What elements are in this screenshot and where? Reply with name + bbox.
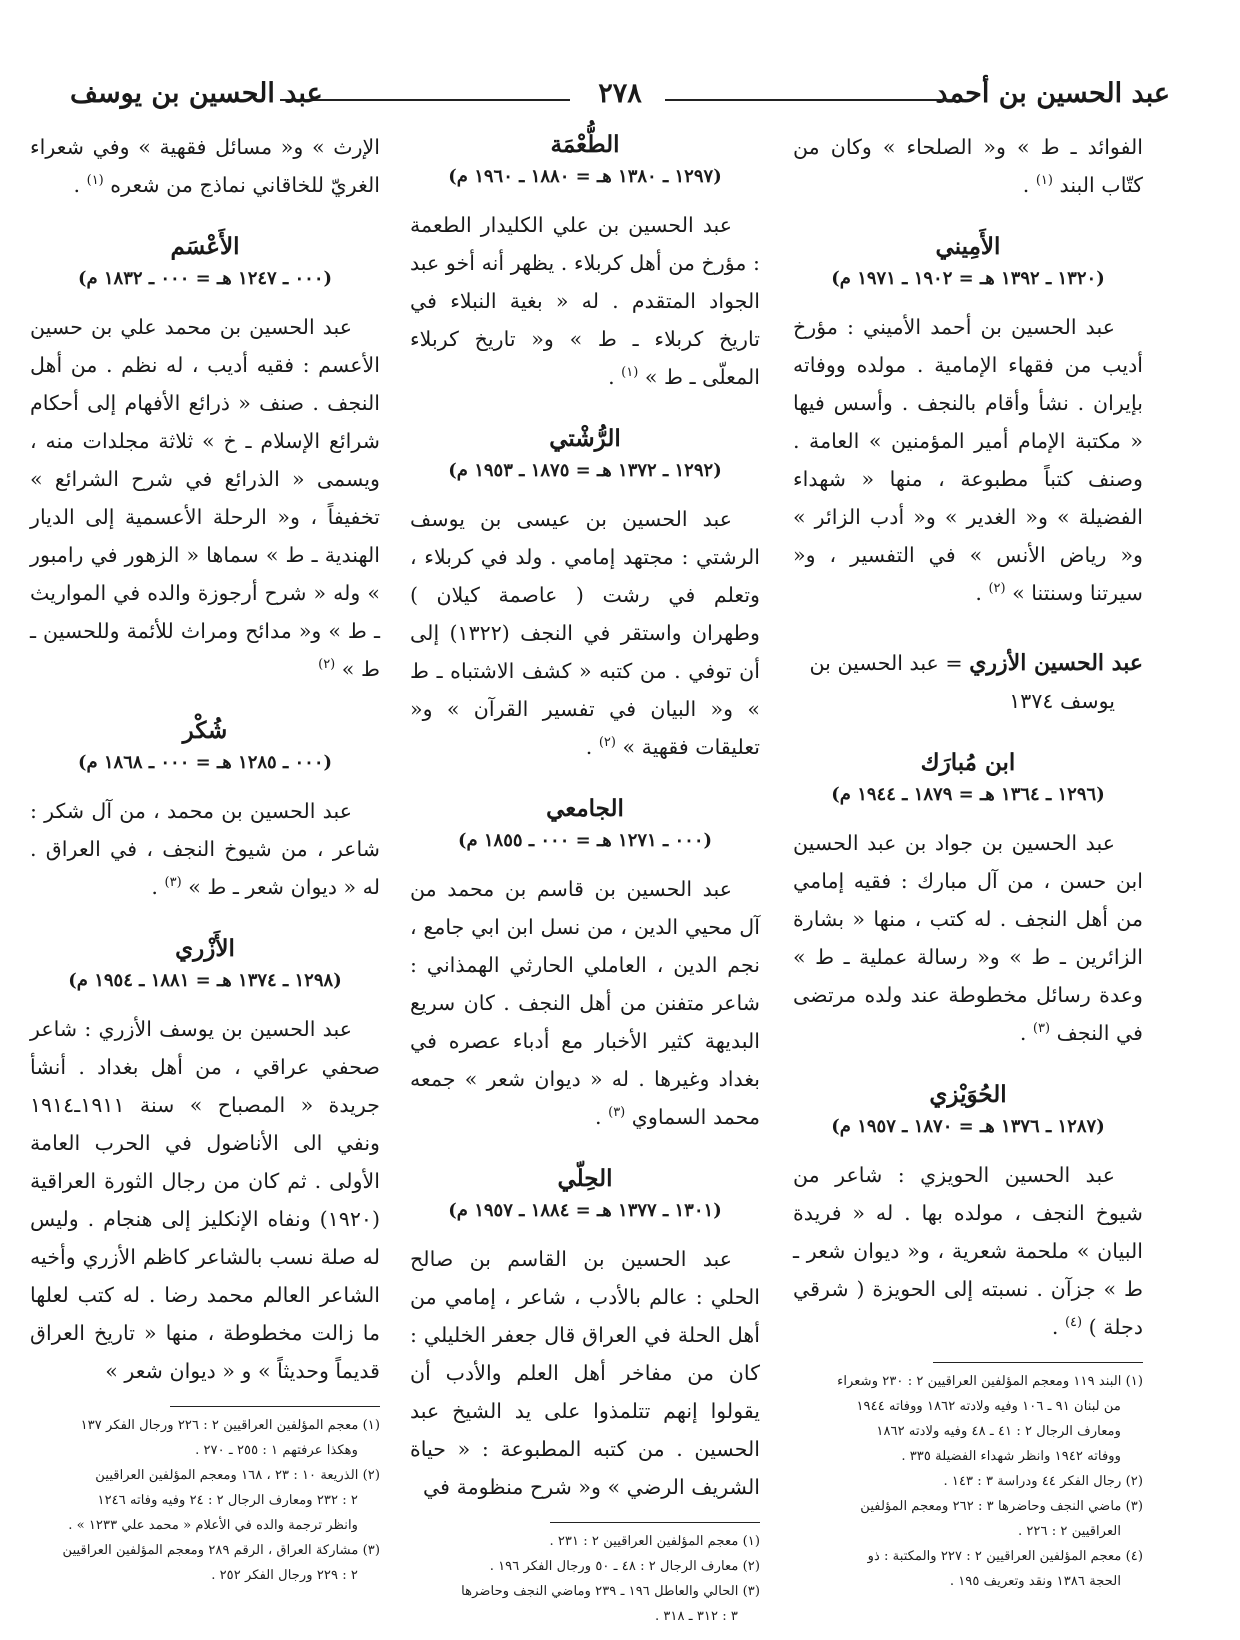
entry-dates: (١٢٩٦ ـ ١٣٦٤ هـ = ١٨٧٩ ـ ١٩٤٤ م) — [831, 784, 1105, 805]
cross-reference — [793, 644, 1143, 720]
footnote: (٤) معجم المؤلفين العراقيين ٢ : ٢٢٧ والمكتبة : ذو الحجة ١٣٨٦ ونقد وتعريف ١٩٥ . — [867, 1549, 1143, 1589]
entry-title: الرُّشْتي — [549, 425, 621, 452]
entry-dates: (١٣٢٠ ـ ١٣٩٢ هـ = ١٩٠٢ ـ ١٩٧١ م) — [831, 268, 1105, 289]
entry-title: الأَزْري — [175, 935, 235, 962]
footnote-ref: (١) — [86, 173, 104, 189]
entry-dates: (١٢٨٧ ـ ١٣٧٦ هـ = ١٨٧٠ ـ ١٩٥٧ م) — [831, 1116, 1105, 1137]
footnotes — [793, 1369, 1143, 1594]
running-title-right: عبد الحسين بن أحمد — [935, 78, 1170, 109]
xref-target: = عبد الحسين بن — [809, 651, 963, 675]
footnote-ref: (٣) — [164, 875, 182, 891]
footnote-ref: (١) — [621, 365, 639, 381]
footnote: (٢) معارف الرجال ٢ : ٤٨ ـ ٥٠ ورجال الفكر ١٩٦ . — [489, 1559, 760, 1574]
footnote: (٢) رجال الفكر ٤٤ ودراسة ٣ : ١٤٣ . — [943, 1474, 1143, 1489]
footnote: (٣) الحالي والعاطل ١٩٦ ـ ٢٣٩ وماضي النجف وحاضرها ٣ : ٣١٢ ـ ٣١٨ . — [461, 1584, 760, 1624]
footnote-ref: (٤) — [1064, 1315, 1083, 1331]
entry-text: عبد الحسين بن قاسم بن محمد من آل محيي الدين ، من نسل ابن ابي جامع ، نجم الدين ، العاملي الحارثي الهمذاني : شاعر متفنن من أهل النجف . كان سريع البديهة كثير الأخبار مع أدباء عصره في بغداد وغيرها . له « ديوان شعر » جمعه محمد السماوي $^{(٣)}$ . — [410, 877, 760, 1129]
biography-entry — [793, 1078, 1143, 1346]
xref-name: عبد الحسين الأزري — [969, 650, 1143, 676]
footnotes — [410, 1529, 760, 1629]
entry-title: ابن مُبارَك — [920, 749, 1016, 776]
entry-text: عبد الحسين بن علي الكليدار الطعمة : مؤرخ من أهل كربلاء . يظهر أنه أخو عبد الجواد المتقدم . له « بغية النبلاء في تاريخ كربلاء ـ ط » و« تاريخ كربلاء المعلّى ـ ط » $^{(١)}$ . — [410, 213, 760, 389]
continued-text: الفوائد ـ ط » و« الصلحاء » وكان من كتّاب البند $^{(١)}$ . — [793, 135, 1143, 197]
entry-text: عبد الحسين بن يوسف الأزري : شاعر صحفي عراقي ، من أهل بغداد . أنشأ جريدة « المصباح » سنة ١٩١١ـ١٩١٤ ونفي الى الأناضول في الحرب العامة الأولى . ثم كان من رجال الثورة العراقية (١٩٢٠) ونفاه الإنكليز إلى هنجام . وليس له صلة نسب بالشاعر كاظم الأزري وأخيه الشاعر العالم محمد رضا . له كتب لعلها ما زالت مخطوطة ، منها « تاريخ العراق قديماً وحديثاً » و « ديوان شعر » — [30, 1017, 380, 1383]
footnote-ref: (٣) — [1032, 1021, 1051, 1037]
biography-entry — [793, 230, 1143, 612]
biography-entry — [410, 792, 760, 1136]
footnote-ref: (١) — [1035, 173, 1053, 189]
entry-dates: (٠٠٠ ـ ١٢٤٧ هـ = ٠٠٠ ـ ١٨٣٢ م) — [77, 268, 333, 289]
biography-entry — [30, 230, 380, 688]
footnote-ref: (٢) — [988, 581, 1006, 597]
entry-text: عبد الحسين بن أحمد الأميني : مؤرخ أديب من فقهاء الإمامية . مولده ووفاته بإيران . نشأ وأقام بالنجف . وأسس فيها « مكتبة الإمام أمير المؤمنين » العامة . وصنف كتباً مطبوعة ، منها « شهداء الفضيلة » و« الغدير » و« أدب الزائر » و« رياض الأنس » في التفسير ، و« سيرتنا وسنتنا » $^{(٢)}$ . — [793, 315, 1143, 605]
entry-text: عبد الحسين الحويزي : شاعر من شيوخ النجف ، مولده بها . له « فريدة البيان » ملحمة شعرية ، و« ديوان شعر ـ ط » جزآن . نسبته إلى الحويزة ( شرقي دجلة ) $^{(٤)}$ . — [793, 1163, 1143, 1339]
biography-entry — [410, 422, 760, 766]
biography-entry — [410, 1162, 760, 1506]
page-header — [70, 72, 1170, 122]
running-title-left: عبد الحسين بن يوسف — [70, 78, 323, 109]
footnote: (١) معجم المؤلفين العراقيين ٢ : ٢٣١ . — [549, 1534, 760, 1549]
entry-dates: (٠٠٠ ـ ١٢٨٥ هـ = ٠٠٠ ـ ١٨٦٨ م) — [77, 752, 333, 773]
entry-title: الحِلّي — [557, 1165, 613, 1192]
biography-entry — [793, 746, 1143, 1052]
header-rule-right — [665, 99, 955, 101]
entry-title: الطُّعْمَة — [550, 131, 620, 158]
footnote-rule — [170, 1406, 380, 1407]
entry-title: الأَمِيني — [935, 233, 1001, 260]
footnote-ref: (٢) — [598, 735, 616, 751]
footnote-ref: (٣) — [608, 1105, 626, 1121]
entry-title: الجامعي — [546, 795, 624, 822]
entry-dates: (٠٠٠ ـ ١٢٧١ هـ = ٠٠٠ ـ ١٨٥٥ م) — [457, 830, 713, 851]
entry-text: عبد الحسين بن محمد علي بن حسين الأعسم : فقيه أديب ، له نظم . من أهل النجف . صنف « ذرائع الأفهام إلى أحكام شرائع الإسلام ـ خ » ثلاثة مجلدات منه ، ويسمى « الذرائع في شرح الشرائع » تخفيفاً ، و« الرحلة الأعسمية إلى الديار الهندية ـ ط » سماها « الزهور في رامبور » وله « شرح أرجوزة والده في المواريث ـ ط » و« مدائح ومراث للأئمة وللحسين ـ ط » $^{(٢)}$ — [30, 315, 380, 681]
footnote: (١) البند ١١٩ ومعجم المؤلفين العراقيين ٢ : ٢٣٠ وشعراء من لبنان ٩١ ـ ١٠٦ وفيه ولادته ١٨٦٢ ووفاته ١٩٤٤ ومعارف الرجال ٢ : ٤١ ـ ٤٨ وفيه ولادته ١٨٦٢ ووفاته ١٩٤٢ وانظر شهداء الفضيلة ٣٣٥ . — [837, 1374, 1143, 1464]
footnote-ref: (٢) — [318, 657, 336, 673]
page-number: ٢٧٨ — [598, 78, 642, 109]
entry-dates: (١٢٩٢ ـ ١٣٧٢ هـ = ١٨٧٥ ـ ١٩٥٣ م) — [448, 460, 722, 481]
footnotes — [30, 1413, 380, 1588]
entry-dates: (١٣٠١ ـ ١٣٧٧ هـ = ١٨٨٤ ـ ١٩٥٧ م) — [448, 1200, 722, 1221]
entry-title: الأَعْسَم — [170, 233, 240, 260]
entry-text: عبد الحسين بن عيسى بن يوسف الرشتي : مجتهد إمامي . ولد في كربلاء ، وتعلم في رشت ( عاصمة كيلان ) وطهران واستقر في النجف (١٣٢٢) إلى أن توفي . من كتبه « كشف الاشتباه ـ ط » و« البيان في تفسير القرآن » و« تعليقات فقهية » $^{(٢)}$ . — [410, 507, 760, 759]
column-left — [30, 128, 380, 1588]
entry-text: عبد الحسين بن القاسم بن صالح الحلي : عالم بالأدب ، شاعر ، إمامي من أهل الحلة في العراق قال جعفر الخليلي : كان من مفاخر أهل العلم والأدب أن يقولوا إنهم تتلمذوا على يد الشيخ عبد الحسين . من كتبه المطبوعة : « حياة الشريف الرضي » و« شرح منظومة في — [410, 1247, 760, 1499]
footnote-rule — [550, 1522, 760, 1523]
footnote: (١) معجم المؤلفين العراقيين ٢ : ٢٢٦ ورجال الفكر ١٣٧ وهكذا عرفتهم ١ : ٢٥٥ ـ ٢٧٠ . — [80, 1418, 380, 1458]
footnote-rule — [933, 1362, 1143, 1363]
biography-entry — [410, 128, 760, 396]
biography-entry — [30, 714, 380, 906]
entry-text: عبد الحسين بن محمد ، من آل شكر : شاعر ، من شيوخ النجف ، في العراق . له « ديوان شعر ـ ط » $^{(٣)}$ . — [30, 799, 380, 899]
entry-dates: (١٢٩٨ ـ ١٣٧٤ هـ = ١٨٨١ ـ ١٩٥٤ م) — [68, 970, 342, 991]
entry-title: الحُوَيْزي — [929, 1081, 1007, 1108]
continued-text: الإرث » و« مسائل فقهية » وفي شعراء الغريّ للخاقاني نماذج من شعره $^{(١)}$ . — [30, 135, 380, 197]
biography-entry — [30, 932, 380, 1390]
column-right — [793, 128, 1143, 1594]
header-rule-left — [280, 99, 570, 101]
entry-title: شُكْر — [182, 717, 228, 744]
footnote: (٢) الذريعة ١٠ : ٢٣ ، ١٦٨ ومعجم المؤلفين العراقيين ٢ : ٢٣٢ ومعارف الرجال ٢ : ٢٤ وفيه وفاته ١٢٤٦ وانظر ترجمة والده في الأعلام « محمد علي ١٢٣٣ » . — [68, 1468, 380, 1533]
xref-target-cont: يوسف ١٣٧٤ — [1009, 689, 1115, 713]
entry-dates: (١٢٩٧ ـ ١٣٨٠ هـ = ١٨٨٠ ـ ١٩٦٠ م) — [448, 166, 722, 187]
footnote: (٣) مشاركة العراق ، الرقم ٢٨٩ ومعجم المؤلفين العراقيين ٢ : ٢٢٩ ورجال الفكر ٢٥٢ . — [62, 1543, 380, 1583]
column-middle — [410, 128, 760, 1629]
footnote: (٣) ماضي النجف وحاضرها ٣ : ٢٦٢ ومعجم المؤلفين العراقيين ٢ : ٢٢٦ . — [860, 1499, 1143, 1539]
entry-text: عبد الحسين بن جواد بن عبد الحسين ابن حسن ، من آل مبارك : فقيه إمامي من أهل النجف . له كتب ، منها « بشارة الزائرين ـ ط » و« رسالة عملية ـ ط » وعدة رسائل مخطوطة عند ولده مرتضى في النجف $^{(٣)}$ . — [793, 831, 1143, 1045]
